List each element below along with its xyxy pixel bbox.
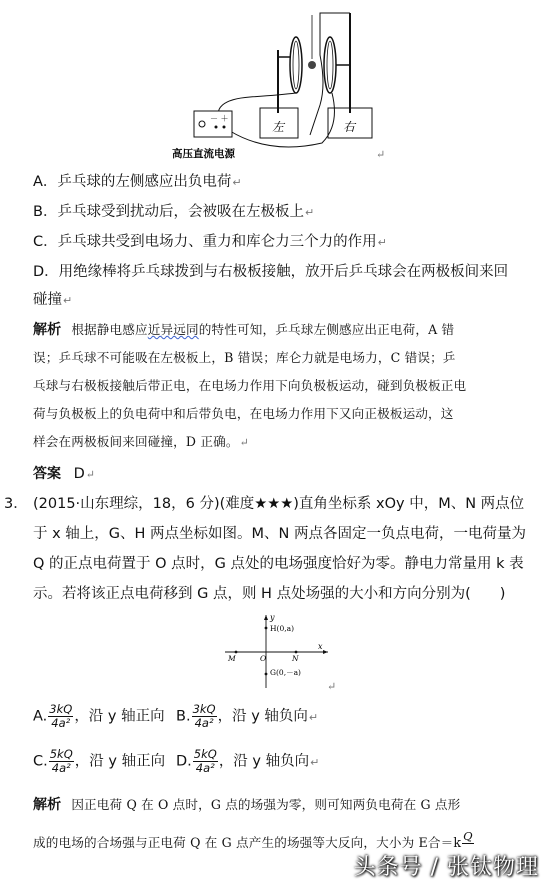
- origin-label: O: [260, 654, 267, 663]
- left-label: 左: [272, 120, 285, 134]
- q2-option-a[interactable]: A．乒乓球的左侧感应出负电荷↵: [33, 174, 242, 190]
- q3-option-c[interactable]: C. $\frac{5kQ}{\text{4a²}}$ ，沿 y 轴正向: [33, 747, 166, 775]
- svg-text:－ ＋: － ＋: [210, 114, 229, 123]
- q2-answer: 答案 D↵: [33, 466, 95, 482]
- explanation-label: 解析: [33, 322, 62, 338]
- q2-option-c[interactable]: C．乒乓球共受到电场力、重力和库仑力三个力的作用↵: [33, 234, 387, 250]
- q3-option-b[interactable]: B. $\frac{3kQ}{\text{4a²}}$ ，沿 y 轴负向↵: [176, 702, 319, 730]
- point-m-label: M: [228, 654, 236, 663]
- right-plate: [324, 37, 336, 93]
- q3-option-d[interactable]: D. $\frac{5kQ}{\text{4a²}}$ ，沿 y 轴负向↵: [176, 747, 320, 775]
- q2-option-d[interactable]: D．用绝缘棒将乒乓球拨到与右极板接触，放开后乒乓球会在两极板间来回: [33, 264, 509, 280]
- left-plate: [290, 37, 302, 93]
- point-n-label: N: [292, 654, 299, 663]
- y-axis-label: y: [270, 613, 275, 622]
- q3-option-a[interactable]: A. $\frac{3kQ}{\text{4a²}}$ ，沿 y 轴正向: [33, 702, 165, 730]
- coordinate-figure: [220, 610, 340, 692]
- return-mark: ↵: [327, 680, 337, 693]
- point-h-label: H(0,a): [270, 624, 295, 633]
- ping-pong-ball: [308, 61, 316, 69]
- power-caption: 高压直流电源: [172, 148, 235, 160]
- q2-option-b[interactable]: B．乒乓球受到扰动后，会被吸在左极板上↵: [33, 204, 315, 220]
- x-axis-label: x: [318, 642, 323, 651]
- right-label: 右: [343, 120, 356, 134]
- q2-option-d-cont: 碰撞↵: [33, 292, 73, 308]
- point-g-label: G(0,－a): [270, 668, 301, 677]
- return-mark: ↵: [376, 148, 386, 161]
- apparatus-figure: [150, 5, 390, 165]
- watermark: 头条号 / 张钛物理: [353, 855, 539, 880]
- explanation-label: 解析: [33, 797, 62, 813]
- question-number: 3．: [4, 496, 28, 512]
